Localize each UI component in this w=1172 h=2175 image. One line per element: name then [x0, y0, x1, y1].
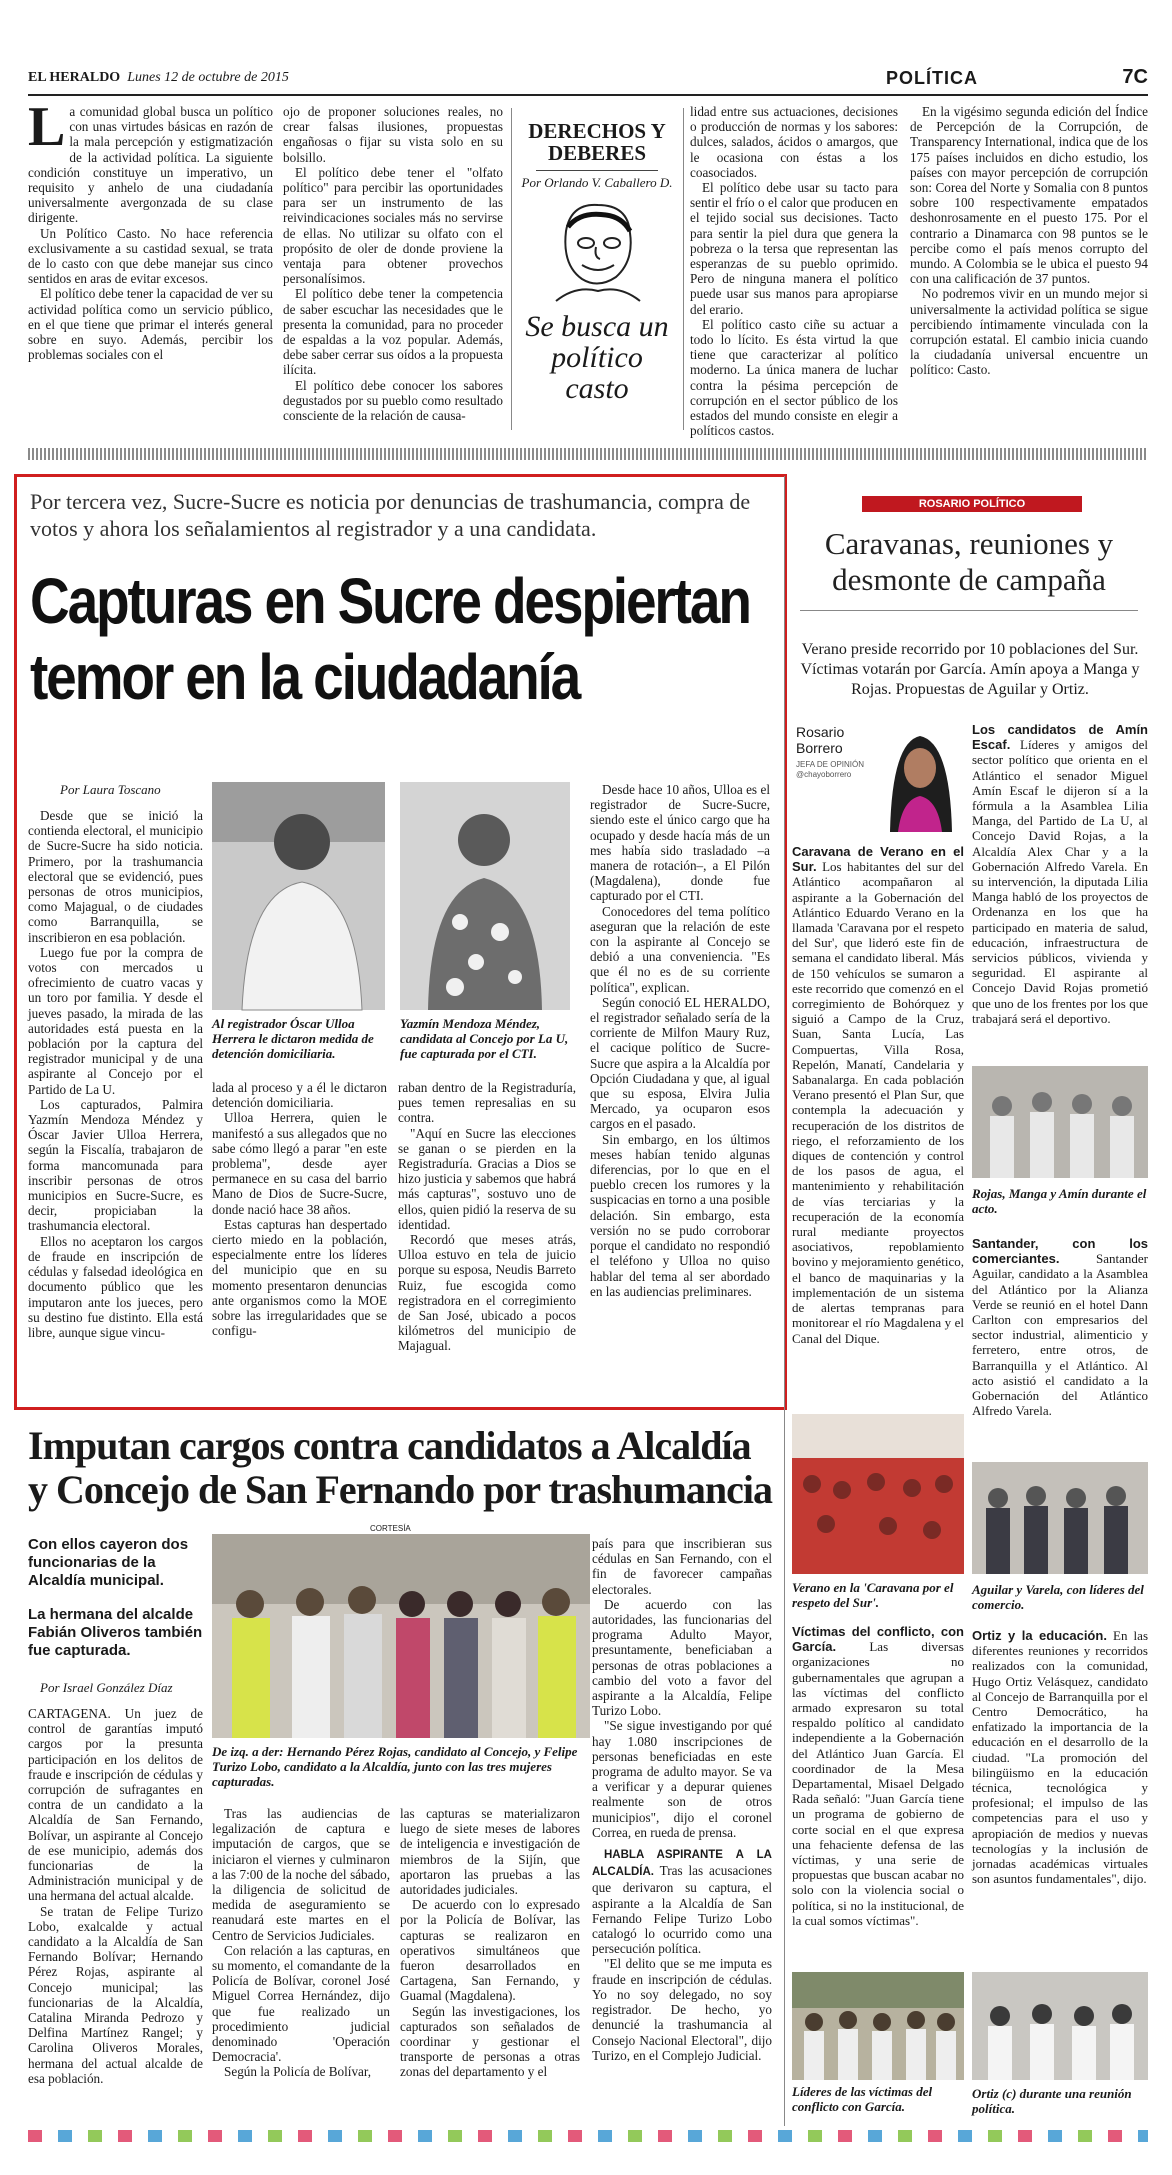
- author-card: [792, 722, 962, 832]
- paragraph: Un Político Casto. No hace referencia exclusivamente a su castidad sexual, se trata de lo casto con que debe manejar sus cinco sentidos en aras de evitar excesos.: [28, 225, 273, 287]
- paragraph: Tras las acusaciones que derivaron su captura, el aspirante a la Alcaldía de San Fernando Felipe Turizo Lobo catalogó lo ocurrido como una persecución política.: [592, 1863, 772, 1957]
- paragraph: Ellos no aceptaron los cargos de fraude en inscripción de cédulas y falsedad ideológica en documento público que les imputaron ante los jueces, pero su destino fue distinto. Ella está libre, aunque sigue vincu-: [28, 1233, 203, 1340]
- sub-heading: Los candidatos de Amín Escaf.: [972, 722, 1148, 753]
- paragraph: ojo de proponer soluciones reales, no crear falsas ilusiones, propuestas engañosas o fijar su vista solo en su bolsillo.: [283, 104, 503, 165]
- paragraph: raban dentro de la Registraduría, pues temen represalias en su contra.: [398, 1080, 576, 1126]
- paragraph: Según conoció EL HERALDO, el registrador señalado sería de la corriente de Milfon Maury Ruz, el cacique político de Sucre-Sucre que aspira a la Alcaldía por Opción Ciudadana y que, al igual que su esposa, Elvira Julia Mercado, ya ocuparon esos cargos en el pasado.: [590, 994, 770, 1132]
- opinion-col-3: [690, 104, 898, 439]
- paragraph: "Se sigue investigando por qué hay 1.080 inscripciones de personas beneficiadas en este programa de adulto mayor. Se va a verificar y a depurar quienes realmente son de otros municipios", dijo el coronel Correa, en rueda de prensa.: [592, 1718, 772, 1840]
- sub-heading: Ortiz y la educación.: [972, 1628, 1107, 1643]
- divider: [683, 108, 684, 430]
- paragraph: Según la Policía de Bolívar,: [224, 2064, 372, 2080]
- sub-heading: Santander, con los comerciantes.: [972, 1236, 1148, 1267]
- photo-lideres-victimas: [792, 1972, 964, 2080]
- rosario-col-e: [972, 1628, 1148, 1948]
- lead-col-3: [398, 1080, 576, 1390]
- photo-credit: CORTESÍA: [370, 1524, 411, 1533]
- photo-caravana: [792, 1414, 964, 1574]
- column-label: ROSARIO POLÍTICO: [862, 496, 1082, 512]
- sub-heading: Caravana de Verano en el Sur.: [792, 844, 964, 875]
- paragraph: El político debe tener la competencia de saber escuchar las necesidades que le presenta la comunidad, para no proceder de espaldas a la voz popular. Además, debe saber cerrar sus oídos a la propuesta ilícita.: [283, 286, 503, 378]
- paragraph: "Aquí en Sucre las elecciones se ganan o se pierden en la Registraduría. Gracias a Dios se hizo justicia y sabemos que habrá más capturas", sostuvo uno de ellos, quien pidió la reserva de su identidad.: [398, 1125, 576, 1232]
- paragraph: Las diversas organizaciones no gubernamentales que agrupan a las víctimas del conflicto armado expresaron su total respaldo político al candidato independiente a la Gobernación del Atlántico Juan García. El coordinador de la Mesa Departamental, Misael Delgado Rada señaló: "Juan García tiene un programa de gobierno de corte social en el que expresa una fehaciente defensa de las víctimas, y una serie de propuestas que buscan acabar no solo con la violencia social o política, si no la institucional, de la cual somos víctimas".: [792, 1639, 964, 1928]
- lead-headline-line-2: temor en la ciudadanía: [30, 641, 580, 713]
- author-handle: @chayoborrero: [796, 770, 852, 779]
- caption-verano: Verano en la 'Caravana por el respeto del Sur'.: [792, 1580, 954, 1610]
- photo-captured-group: [212, 1534, 590, 1738]
- rosario-deck: Verano preside recorrido por 10 poblaciones del Sur. Víctimas votarán por García. Amín apoya a Manga y Rojas. Propuestas de Aguilar y Ortiz.: [800, 641, 1140, 698]
- paragraph: En la vigésimo segunda edición del Índice de Percepción de la Corrupción, de Transparency International, indica que de los 175 países incluidos en dicho estudio, los países con mayor percepción de corrupción son: Corea del Norte y Somalia con 8 puntos sobre 100 respectivamente empatados deshonrosamente en el puesto 175. Por el contrario a Dinamarca con 98 puntos se le percibe como el país menos corrupto del mundo. A Colombia se le ubica el puesto 94 con una calificación de 37 puntos.: [910, 104, 1148, 287]
- divider: [800, 610, 1138, 611]
- paragraph: Recordó que meses atrás, Ulloa estuvo en tela de juicio porque su esposa, Neudis Barreto Ruiz, fue escogida como registradora en el corregimiento de San José, ubicado a pocos kilómetros del municipio de Majagual.: [398, 1232, 576, 1354]
- group-caption: De izq. a der: Hernando Pérez Rojas, candidato al Concejo, y Felipe Turizo Lobo, candidato a la Alcaldía, junto con las tres mujeres capturadas.: [212, 1744, 578, 1789]
- paragraph: lidad entre sus actuaciones, decisiones o producción de normas y los sabores: dulces, salados, ácidos o amargos, que le ocasiona con éstas a los coasociados.: [690, 104, 898, 180]
- masthead: [28, 70, 289, 86]
- rosario-headline: Caravanas, reuniones y desmonte de campaña: [824, 526, 1114, 597]
- paragraph: Desde hace 10 años, Ulloa es el registrador de Sucre-Sucre, siendo este el único cargo que ha ocupado y desde hacía más de un mes había sido trasladado –a manera de rotación–, a El Pilón (Magdalena), donde fue capturado por el CTI.: [590, 782, 770, 904]
- caption-lideres: Líderes de las víctimas del conflicto con García.: [792, 2084, 933, 2114]
- photo-ortiz: [972, 1972, 1148, 2080]
- paragraph: El político debe usar su tacto para sentir el frío o el calor que producen en el tejido social sus decisiones. Tacto para sentir la piel dura que genera la pobreza o la tersa que representan las esperanzas de su pueblo oprimido. Pero de ninguna manera el político puede usar sus manos para apropiarse del erario.: [690, 180, 898, 317]
- footer-color-bar: [28, 2130, 1148, 2142]
- paragraph: Conocedores del tema político aseguran que la relación de este con la aspirante al Concejo se debió a una conveniencia. "Es que él no es de su corriente política", explican.: [590, 903, 770, 995]
- second-headline-line-1: Imputan cargos contra candidatos a Alcaldía: [28, 1423, 751, 1468]
- caption-rojas: Rojas, Manga y Amín durante el acto.: [972, 1186, 1147, 1216]
- second-deck-1: Con ellos cayeron dos funcionarias de la Alcaldía municipal.: [28, 1536, 189, 1589]
- paragraph: lada al proceso y a él le dictaron detención domiciliaria.: [212, 1080, 387, 1111]
- second-deck-2: La hermana del alcalde Fabián Oliveros también fue capturada.: [28, 1606, 203, 1659]
- second-col-1: [28, 1706, 203, 2126]
- rosario-col-b: [972, 722, 1149, 1026]
- caption-registrador: Al registrador Óscar Ulloa Herrera le dictaron medida de detención domiciliaria.: [212, 1016, 374, 1061]
- rosario-col-a: [792, 844, 964, 1404]
- second-headline-line-2: y Concejo de San Fernando por trashumancia: [28, 1467, 772, 1512]
- lead-byline: Por Laura Toscano: [60, 782, 161, 797]
- paragraph: Se tratan de Felipe Turizo Lobo, exalcalde y actual candidato a la Alcaldía de San Fernando Bolívar; Hernando Pérez Rojas, aspirante al Concejo municipal; las funcionarias de la Alcaldía, Catalina Miranda Pedrozo y Delfina Martínez Rangel; y Carolina Oliveros Morales, hermana del actual alcalde de esa población.: [28, 1903, 203, 2086]
- paragraph: De acuerdo con las autoridades, las funcionarias del programa Adulto Mayor, presuntamente, beneficiaban a personas de otras poblaciones a cambio del voto a favor del aspirante a la Alcaldía, Felipe Turizo Lobo.: [592, 1596, 772, 1719]
- column-byline: Por Orlando V. Caballero D.: [521, 175, 673, 190]
- paragraph: De acuerdo con lo expresado por la Policía de Bolívar, las capturas se realizaron en operativos simultáneos que fueron desarrollados en Cartagena, San Fernando, y Guamal (Magdalena).: [400, 1897, 580, 2004]
- lead-headline-line-1: Capturas en Sucre despiertan: [30, 565, 750, 637]
- paragraph: El político debe tener el "olfato político" para percibir las oportunidades para ser un instrumento de las reivindicaciones sociales más no servirse de ellas. No utilizar su olfato con el propósito de oler de donde proviene la ventaja para obtener provechos personalísimos.: [283, 164, 503, 287]
- author-last-name: Borrero: [796, 740, 843, 756]
- paragraph: Los habitantes del sur del Atlántico acompañaron al aspirante a la Gobernación del Atlántico Eduardo Verano en la llamada 'Caravana por el respeto del Sur', que lideró este fin de semana el candidato liberal. Más de 150 vehículos se sumaron a este recorrido que comenzó en el corregimiento de Bohórquez y siguió a Campo de la Cruz, Suan, Santa Lucía, Las Compuertas, Villa Rosa, Repelón, Manatí, Candelaria y Sabanalarga. En cada población Verano presentó el Plan Sur, que contempla la adecuación y recuperación de los distritos de riego, el reforzamiento de los diques de contención y control de los pasos de agua, el mantenimiento y rehabilitación de vías terciarias y la recuperación de la economía rural mediante proyectos asociativos, repoblamiento bovino y mejoramiento genético, el banco de maquinarias y la implementación de un sistema de alertas tempranas para monitorear el río Magdalena y el Canal del Dique.: [792, 859, 965, 1346]
- section-stripe: [28, 448, 1148, 460]
- author-first-name: Rosario: [796, 724, 845, 740]
- paragraph: Según las investigaciones, los capturados son señalados de coordinar y gestionar el transporte de personas a otras zonas del departamento y el: [400, 2003, 580, 2080]
- lead-kicker: Por tercera vez, Sucre-Sucre es noticia por denuncias de trashumancia, compra de votos y ahora los señalamientos al registrador y a una candidata.: [30, 489, 751, 541]
- paragraph: "El delito que se me imputa es fraude en inscripción de cédulas. Yo no soy delegado, no soy registrador. De hecho, yo denuncié la trashumancia al Consejo Nacional Electoral", dijo Turizo, en el Complejo Judicial.: [592, 1956, 772, 2063]
- paragraph: las capturas se materializaron luego de siete meses de labores de inteligencia e investigación de miembros de la Sijín, que aportaron las pruebas a las autoridades judiciales.: [400, 1806, 580, 1898]
- paragraph: CARTAGENA. Un juez de control de garantías imputó cargos por la presunta participación en los delitos de fraude e inscripción de cédulas y corrupción de sufragantes en contra de un candidato a la Alcaldía de San Fernando, Bolívar, un aspirante al Concejo de ese municipio, además dos funcionarias de la Administración municipal y de una hermana del actual alcalde.: [28, 1706, 203, 1904]
- lead-col-2: [212, 1080, 387, 1390]
- paragraph: Sin embargo, en los últimos meses habían tenido algunas diferencias, por lo que en el pueblo crecen los rumores y la suspicacias en torno a una posible delación. Sin embargo, esta versión no se pudo corroborar porque el candidato no respondió el teléfono y Ulloa no quiso hablar del tema al ser abordado en las audiencias preliminares.: [590, 1131, 770, 1299]
- photo-aguilar-varela: [972, 1462, 1148, 1574]
- issue-date: Lunes 12 de octubre de 2015: [127, 70, 289, 85]
- second-byline: Por Israel González Díaz: [40, 1680, 173, 1695]
- paragraph: a comunidad global busca un político con unas virtudes básicas en razón de la mala percepción y estigmatización de la actividad política. La siguiente condición constituye un imperativo, un requisito y anhelo de una ciudadanía universalmente avergonzada de su clase dirigente.: [28, 104, 273, 226]
- drop-cap: L: [28, 96, 66, 158]
- paragraph: Ulloa Herrera, quien le manifestó a sus allegados que no sabe cómo llegó a parar "en este problema", desde ayer permanece en su casa del barrio Mano de Dios de Sucre-Sucre, donde nació hace 38 años.: [212, 1110, 387, 1217]
- second-col-2: [212, 1806, 390, 2126]
- column-box: [516, 104, 678, 426]
- author-role: JEFA DE OPINIÓN: [796, 760, 865, 769]
- photo-rojas-manga-amin: [972, 1066, 1148, 1178]
- author-photo: [880, 722, 960, 832]
- paragraph: Los capturados, Palmira Yazmín Mendoza Méndez y Óscar Javier Ulloa Herrera, según la Fiscalía, trabajaron de forma mancomunada para inscribir personas de otros municipios en Sucre-Sucre, es decir, propiciaban la trashumancia electoral.: [28, 1096, 203, 1234]
- paragraph: Estas capturas han despertado cierto miedo en la población, especialmente entre los líderes del municipio que en su momento presentaron denuncias ante organismos como la MOE sobre las irregularidades que se configu-: [212, 1216, 387, 1339]
- paragraph: No podremos vivir en un mundo mejor si universalmente la actividad política se sigue percibiendo íntimamente vinculada con la corrupción estatal. El cambio inicia cuando la ciudadanía universal encuentre un político: Casto.: [910, 286, 1148, 378]
- opinion-col-2: [283, 104, 503, 424]
- paragraph: Líderes y amigos del sector político que orienta en el Atlántico el senador Miguel Amín Escaf le dijeron sí a la fórmula a la Asamblea Lilia Manga, del Partido de La U, al Concejo David Rojas, a la Alcaldía Alex Char y a la Gobernación Alfredo Varela. En su intervención, la diputada Lilia Manga habló de los proyectos de Ordenanza en los que ha participado en materia de salud, educación, infraestructura de servicios públicos, vivienda y seguridad. El aspirante al Concejo David Rojas prometió que uno de los frentes por los que trabajará será el deportivo.: [972, 737, 1149, 1026]
- lead-col-1: [28, 808, 203, 1393]
- column-headline: Se busca un político casto: [525, 310, 669, 405]
- rosario-col-d: [792, 1624, 964, 1964]
- opinion-col-4: [910, 104, 1148, 424]
- column-title: DERECHOS Y DEBERES: [528, 119, 666, 165]
- paragraph: país para que inscribieran sus cédulas en San Fernando, con el fin de favorecer campañas electorales.: [592, 1536, 772, 1597]
- paragraph: El político casto ciñe su actuar a todo lo lícito. Es ésta virtud la que tiene que caracterizar al político moderno. La única manera de luchar contra la pésima percepción de corrupción en el sector público de los estados del mundo consiste en elegir a políticos castos.: [690, 316, 898, 439]
- second-col-4: [592, 1536, 772, 2126]
- caption-aguilar: Aguilar y Varela, con líderes del comercio.: [972, 1582, 1144, 1612]
- caption-ortiz: Ortiz (c) durante una reunión política.: [972, 2086, 1132, 2116]
- columnist-caricature: [516, 191, 678, 301]
- sub-heading: HABLA ASPIRANTE A LA ALCALDÍA.: [592, 1849, 772, 1879]
- paragraph: El político debe conocer los sabores degustados por su pueblo como resultado consciente de la relación de causa-: [283, 377, 503, 424]
- sub-heading: Víctimas del conflicto, con García.: [792, 1624, 964, 1655]
- photo-candidata: [400, 782, 570, 1010]
- divider: [784, 476, 785, 2126]
- divider: [511, 108, 512, 430]
- rosario-col-c: [972, 1236, 1148, 1476]
- paragraph: Tras las audiencias de legalización de captura e imputación de cargos, que se iniciaron el viernes y culminaron a las 7:00 de la noche del sábado, la diligencia de solicitud de medida de aseguramiento se reanudará este martes en el Centro de Servicios Judiciales.: [212, 1806, 390, 1943]
- opinion-col-1: [28, 96, 273, 424]
- page-number: 7C: [1122, 66, 1148, 88]
- paragraph: El político debe tener la capacidad de ver su actividad política como un servicio público, en el que tiene que primar el interés general sobre en suyo. Además, percibir los problemas sociales con el: [28, 286, 273, 363]
- lead-col-4: [590, 782, 770, 1392]
- photo-registrador: [212, 782, 385, 1010]
- paragraph: Santander Aguilar, candidato a la Asamblea del Atlántico por la Alianza Verde se reunió en el hotel Dann Carlton con empresarios del sector industrial, alimenticio y ferretero, entre otros, de Barranquilla y el Atlántico. Al acto asistió el candidato a la Gobernación del Atlántico Alfredo Varela.: [972, 1251, 1148, 1419]
- paragraph: Luego fue por la compra de votos con mercados u ofrecimiento de cuatro vacas y un toro por familia. Y desde el jueves pasado, la mirada de las autoridades está puesta en la población por la captura del registrador municipal y de una aspirante al Concejo por el Partido de La U.: [28, 944, 203, 1097]
- second-col-3: [400, 1806, 580, 2126]
- paragraph: Desde que se inició la contienda electoral, el municipio de Sucre-Sucre ha sido noticia. Primero, por la trashumancia electoral que se evidenció, pues personas de otros municipios, como Majagual, o de ciudades como Barranquilla, se inscribieron en esa población.: [28, 808, 203, 945]
- page-header: [28, 68, 1148, 96]
- section-name: POLÍTICA: [886, 68, 978, 88]
- paper-name: EL HERALDO: [28, 70, 121, 85]
- paragraph: En las diferentes reuniones y recorridos realizados con la comunidad, Hugo Ortiz Velásquez, candidato al Concejo de Barranquilla por el Centro Democrático, ha enfatizado la importancia de la educación en el desarrollo de la ciudad. "La promoción del bilingüismo en la educación técnica, tecnológica y profesional; el impulso de las competencias para el uso y apropiación de medios y nuevas tecnologías y la inclusión de jornadas académicas virtuales son asuntos fundamentales", dijo.: [972, 1628, 1148, 1887]
- caption-candidata: Yazmín Mendoza Méndez, candidata al Concejo por La U, fue capturada por el CTI.: [400, 1016, 569, 1061]
- paragraph: Con relación a las capturas, en su momento, el comandante de la Policía de Bolívar, coronel José Miguel Correa Hernández, dijo que fue realizado un procedimiento judicial denominado 'Operación Democracia'.: [212, 1942, 390, 2065]
